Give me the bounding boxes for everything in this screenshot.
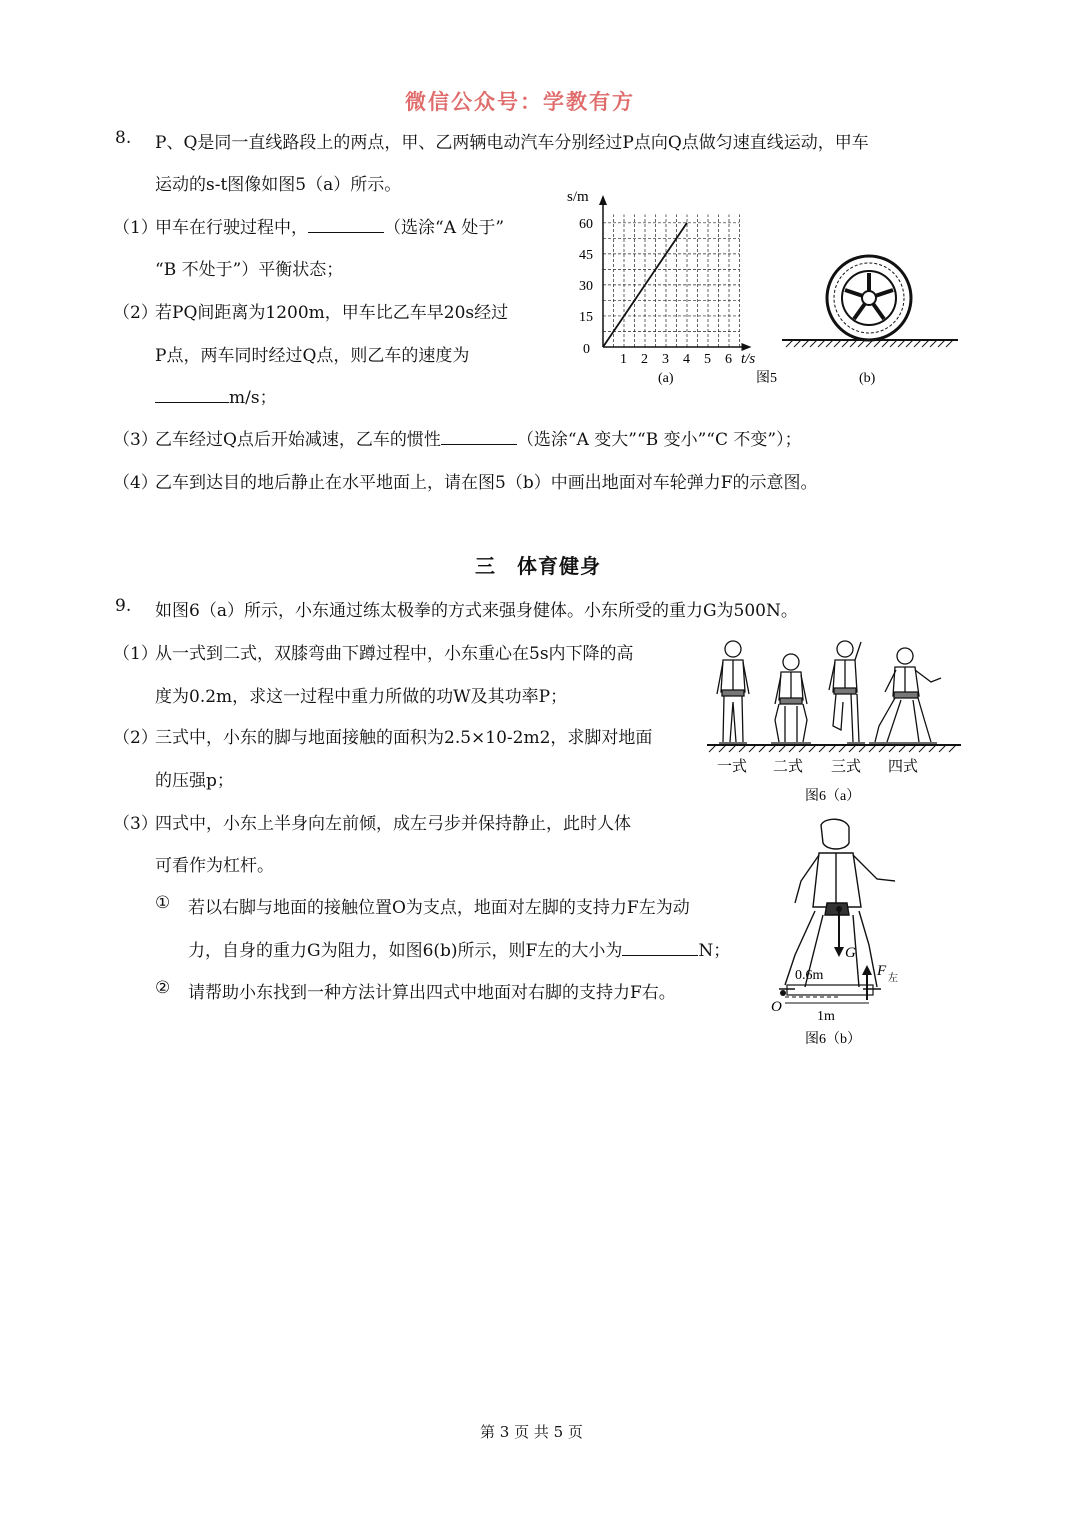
hub: [862, 291, 876, 305]
y-tick-label: 60: [579, 216, 593, 232]
x-tick-label: 6: [725, 352, 732, 367]
q8-part2-number: （2）: [113, 303, 158, 323]
answer-blank-q9-3-1[interactable]: [622, 938, 698, 956]
pivot-point: [780, 990, 786, 996]
q8-part1-text-a: 甲车在行驶过程中，: [155, 218, 308, 238]
short-arm-label: 0.6m: [795, 968, 824, 983]
support-force-label: F: [877, 963, 887, 979]
q8-part3-text: [155, 425, 802, 450]
answer-blank-q8-3[interactable]: [441, 427, 517, 445]
torso: [813, 853, 861, 907]
q8-part3-text-b: （选涂“A 变大”“B 变小”“C 不变”）；: [516, 430, 802, 450]
q9-part1-text-a: 从一式到二式，双膝弯曲下蹲过程中，小东重心在5s内下降的高: [155, 644, 634, 664]
pose-label-2: 二式: [773, 759, 804, 775]
long-arm-label: 1m: [817, 1009, 835, 1024]
support-force-subscript: 左: [888, 973, 898, 984]
y-tick-label: 45: [579, 247, 593, 263]
answer-blank-q8-2[interactable]: [155, 385, 229, 403]
page-footer: 第 3 页 共 5 页: [480, 1423, 583, 1441]
y-axis-label: s/m: [567, 189, 589, 205]
q8-part2-text-a: 若PQ间距离为1200m，甲车比乙车早20s经过: [155, 303, 509, 323]
x-tick-label: 5: [704, 352, 711, 367]
origin-label: 0: [583, 342, 590, 357]
figure-6b: [765, 815, 925, 1050]
fig6a-caption: 图6（a）: [805, 789, 861, 804]
fig5a-caption: (a): [658, 371, 674, 386]
q9-sub1-number: ①: [155, 893, 171, 913]
q9-part3-text-b: 可看作为杠杆。: [155, 856, 274, 876]
x-axis-arrowhead: [742, 343, 752, 351]
q9-number: 9.: [115, 596, 132, 616]
q8-part4-text: 乙车到达目的地后静止在水平地面上，请在图5（b）中画出地面对车轮弹力F的示意图。: [155, 473, 818, 493]
y-tick-label: 15: [579, 309, 593, 325]
header-watermark: 微信公众号：学教有方: [405, 89, 635, 114]
pivot-label: O: [771, 999, 782, 1015]
lever-bar: [787, 985, 873, 995]
q9-sub1-text-b-line: [188, 936, 730, 961]
gravity-label: G: [845, 945, 856, 961]
pose-label-3: 三式: [831, 759, 862, 775]
q9-sub1-unit: N；: [698, 941, 731, 961]
q9-part2-text-a: 三式中，小东的脚与地面接触的面积为2.5×10-2m2，求脚对地面: [155, 728, 653, 748]
q8-part2-answer: [155, 383, 277, 408]
q8-part1-text-c: “B 不处于”）平衡状态；: [155, 260, 344, 280]
q8-part2-text-b: P点，两车同时经过Q点，则乙车的速度为: [155, 346, 470, 366]
x-tick-label: 4: [683, 352, 690, 367]
q8-stem-line2: 运动的s-t图像如图5（a）所示。: [155, 175, 402, 195]
q9-part3-number: （3）: [113, 814, 158, 834]
st-chart: [579, 195, 752, 367]
y-tick-label: 30: [579, 278, 593, 294]
q8-part1-text-b: （选涂“A 处于”: [384, 218, 505, 238]
ground-hatch-6a: [709, 745, 956, 752]
q8-part2-unit: m/s；: [229, 388, 277, 408]
q9-stem: 如图6（a）所示，小东通过练太极拳的方式来强身健体。小东所受的重力G为500N。: [155, 601, 798, 621]
q9-sub1-text-a: 若以右脚与地面的接触位置O为支点，地面对左脚的支持力F左为动: [188, 898, 690, 918]
car-wheel-figure: [782, 256, 958, 347]
section-3-title: 三 体育健身: [475, 554, 601, 578]
fig5b-caption: (b): [859, 371, 876, 386]
pose-4-figure: [869, 648, 941, 743]
q8-part1-number: （1）: [113, 218, 158, 238]
fig6b-caption: 图6（b）: [805, 1032, 861, 1047]
head: [821, 819, 849, 849]
q9-part3-text-a: 四式中，小东上半身向左前倾，成左弓步并保持静止，此时人体: [155, 814, 631, 834]
q9-sub2-number: ②: [155, 978, 171, 998]
x-axis-label: t/s: [741, 351, 756, 367]
pose-2-figure: [771, 654, 811, 743]
figure-6a: [705, 630, 965, 810]
pose-label-1: 一式: [717, 759, 748, 775]
figure-5: [560, 185, 970, 395]
support-force-arrowhead: [862, 965, 872, 975]
pose-3-figure: [829, 641, 865, 743]
q8-part3-text-a: 乙车经过Q点后开始减速，乙车的惯性: [155, 430, 441, 450]
taiji-figures: [717, 641, 941, 743]
pose-1-figure: [717, 641, 749, 743]
x-tick-label: 3: [662, 352, 669, 367]
y-axis-arrowhead: [599, 195, 607, 205]
pose-label-4: 四式: [888, 759, 919, 775]
x-tick-label: 2: [641, 352, 648, 367]
q9-sub1-text-b: 力，自身的重力G为阻力，如图6(b)所示，则F左的大小为: [188, 941, 623, 961]
q8-part1-text: [155, 213, 504, 238]
q9-sub2-text: 请帮助小东找到一种方法计算出四式中地面对右脚的支持力F右。: [188, 983, 676, 1003]
answer-blank-q8-1[interactable]: [308, 215, 384, 233]
q8-part3-number: （3）: [113, 430, 158, 450]
gravity-arrowhead: [834, 947, 844, 957]
q9-part2-number: （2）: [113, 728, 158, 748]
x-tick-label: 1: [620, 352, 627, 367]
q9-part1-text-b: 度为0.2m，求这一过程中重力所做的功W及其功率P；: [155, 687, 568, 707]
q8-stem-line1: P、Q是同一直线路段上的两点，甲、乙两辆电动汽车分别经过P点向Q点做匀速直线运动，甲车: [155, 133, 869, 153]
q8-number: 8.: [115, 128, 132, 148]
arms: [795, 855, 895, 903]
q9-part2-text-b: 的压强p；: [155, 771, 234, 791]
q9-part1-number: （1）: [113, 644, 158, 664]
fig5-caption: 图5: [756, 371, 777, 386]
q8-part4-number: （4）: [113, 473, 158, 493]
